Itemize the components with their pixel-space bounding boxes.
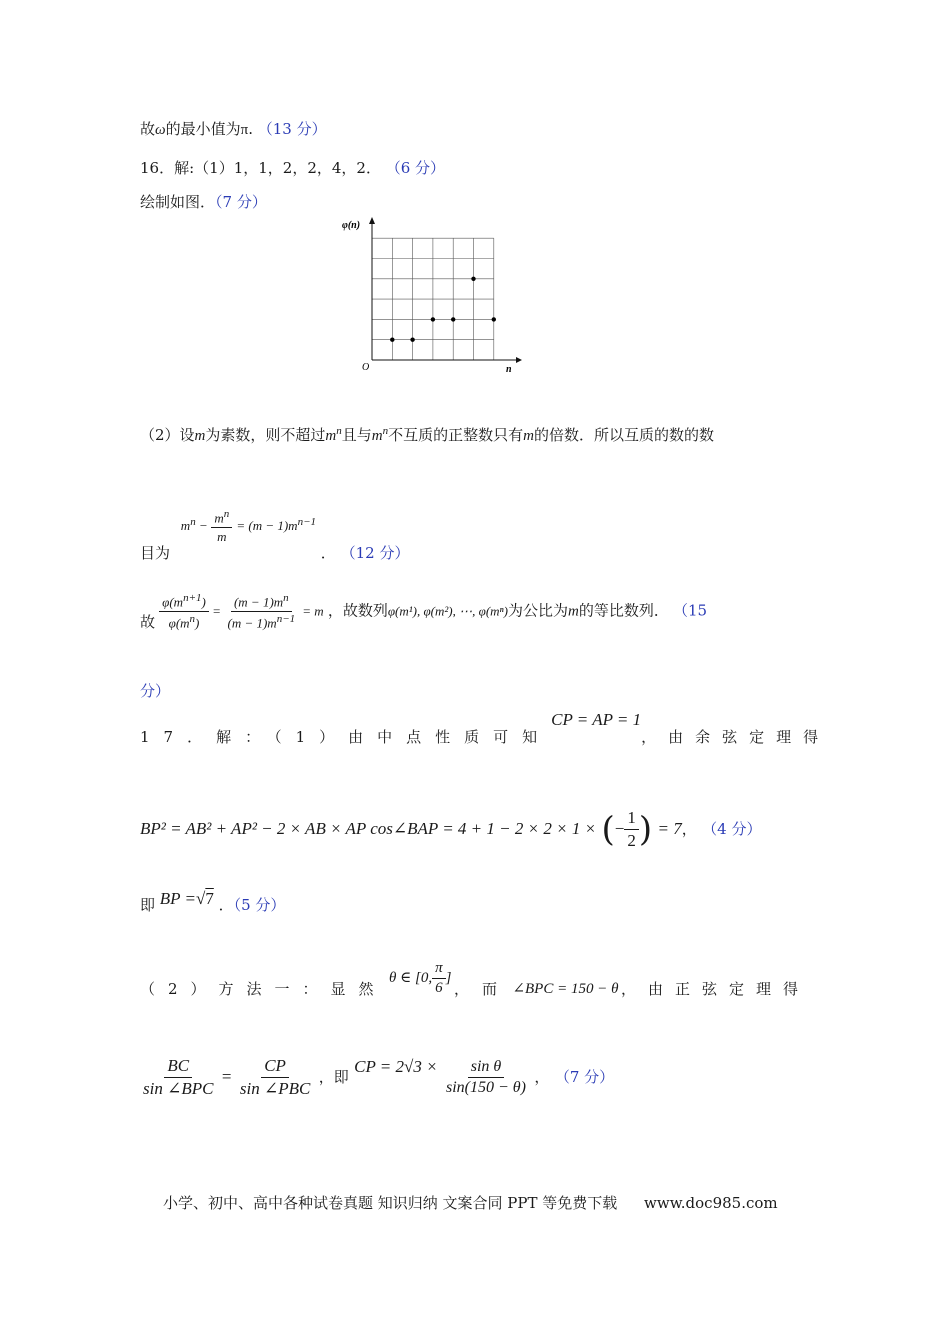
x-axis-label: n [506, 364, 512, 375]
method-one-line [140, 960, 810, 1007]
sequence: φ(m¹), φ(m²), ⋯, φ(mⁿ) [387, 603, 508, 619]
graph-points [390, 277, 496, 342]
sup-n: n [382, 425, 389, 437]
text: 即 [140, 896, 156, 914]
text: 且与 [341, 426, 372, 444]
text: 为素数，则不超过 [205, 426, 326, 444]
sup: n+1 [183, 592, 202, 604]
y-axis-arrow-icon [369, 217, 375, 224]
q16-part1 [140, 157, 445, 178]
graph-point [451, 317, 455, 321]
num: CP [261, 1056, 289, 1078]
text: 目为 [140, 544, 171, 563]
text: ， [534, 1068, 550, 1086]
graph-point [410, 338, 414, 342]
q16-draw [140, 191, 267, 212]
fraction [211, 508, 232, 545]
var-m: m [567, 603, 579, 620]
var-m: m [194, 428, 206, 444]
sqrt-value: 7 [205, 889, 214, 908]
graph-point [492, 317, 496, 321]
x-axis-arrow-icon [516, 357, 522, 363]
score-7: （7 分） [215, 193, 267, 211]
origin-label: O [362, 362, 370, 373]
cp-formula: CP = 2√3 × [354, 1057, 438, 1076]
result: = m [302, 603, 324, 619]
phi-num: φ(m [162, 594, 184, 610]
y-axis-label: φ(n) [342, 220, 361, 231]
paren: ) [195, 615, 200, 631]
text: 的等比数列． [578, 601, 669, 620]
score-15: （15 [672, 601, 708, 620]
den: sin(150 − θ) [446, 1079, 526, 1096]
den: sin ∠BPC [143, 1079, 214, 1098]
num: 1 [624, 808, 639, 830]
question-number: 16．解: [140, 159, 195, 177]
score-12: （12 分） [340, 544, 410, 563]
den: (m − 1)m [227, 615, 277, 631]
bp-formula: BP = [159, 889, 196, 908]
bp-line: 即 BP =√7 ．（5 分） [140, 889, 286, 914]
m-fraction [224, 592, 298, 632]
text: （2）设 [140, 426, 195, 444]
num: BC [164, 1056, 192, 1078]
equals: = [213, 603, 221, 619]
text: ，而 [453, 980, 510, 998]
footer-text: 小学、初中、高中各种试卷真题 知识归纳 文案合同 PPT 等免费下载 [163, 1194, 618, 1212]
cp-ap-formula: CP = AP = 1 [551, 710, 642, 729]
sup-n-1: n−1 [297, 515, 317, 528]
score-4: （4 分） [702, 820, 762, 838]
theta-range [389, 960, 451, 997]
rhs: = (m − 1)m [236, 518, 298, 534]
graph-point [431, 317, 435, 321]
sup: n [283, 592, 289, 604]
omega-symbol: ω [155, 122, 166, 138]
text: 的倍数．所以互质的数的数 [533, 426, 714, 444]
den: sin ∠PBC [239, 1079, 311, 1098]
text: 故 [140, 120, 156, 138]
pi-symbol: π [240, 122, 249, 138]
part2-formula-line [140, 508, 410, 563]
text: 的最小值为 [165, 120, 241, 138]
num: sin θ [468, 1058, 505, 1078]
text: . [248, 120, 253, 138]
score-7b: （7 分） [554, 1068, 615, 1086]
phi-fraction [159, 592, 209, 632]
ratio-line [140, 592, 707, 632]
half-fraction [624, 808, 639, 851]
bc-fraction [140, 1056, 216, 1099]
sup-n: n [223, 508, 230, 520]
q17-lead: 17．解：（1）由中点性质可知 [140, 728, 552, 746]
num: (m − 1)m [233, 594, 284, 610]
graph-grid [372, 238, 494, 360]
q17-line [140, 710, 831, 747]
theta-formula: θ ∈ [0, [389, 969, 433, 986]
phi-den: φ(m [168, 615, 190, 631]
pi: π [432, 960, 446, 979]
sin-fraction [443, 1058, 529, 1097]
sup: n−1 [276, 613, 296, 626]
footer [163, 1192, 778, 1213]
cosine-formula: BP² = AB² + AP² − 2 × AB × AP cos∠BAP = 4 + 1 − 2 × 2 × 1 × [140, 819, 597, 838]
var-m: m [325, 428, 337, 444]
text: ，即 [318, 1068, 349, 1086]
score-5: （5 分） [233, 896, 286, 914]
minus: − [199, 518, 208, 534]
cosine-line: BP² = AB² + AP² − 2 × AB × AP cos∠BAP = 4 + 1 − 2 × 2 × 1 × (− $\frac{1}{2}$ ) = 7， （4 分） [140, 808, 762, 850]
text: 不互质的正整数只有 [388, 426, 524, 444]
sup-n: n [190, 515, 196, 528]
text: ，由正弦定理得 [620, 980, 810, 998]
angle-formula: ∠BPC = 150 − θ [512, 981, 619, 997]
var-m: m [523, 428, 534, 444]
minus: − [614, 819, 625, 838]
var-m: m [217, 529, 227, 545]
sup-n: n [336, 425, 342, 437]
part2-line [140, 424, 714, 445]
graph-point [471, 277, 475, 281]
paren: ) [201, 594, 206, 610]
text: 为公比为 [507, 601, 568, 620]
text: ， [681, 820, 697, 838]
text: ，故数列 [327, 601, 388, 620]
six: 6 [435, 980, 443, 996]
text: ． [218, 896, 234, 914]
var-m: m [214, 510, 224, 526]
cosine-result: = 7 [657, 819, 682, 838]
den: 2 [627, 831, 636, 850]
var-m: m [371, 428, 383, 444]
score-13: （13 分） [257, 120, 327, 138]
sup: n [189, 613, 196, 626]
line-omega-min [140, 118, 327, 139]
count-formula [181, 508, 316, 545]
equals: = [221, 1067, 232, 1086]
cp-fraction [237, 1056, 313, 1099]
text: ． [320, 544, 336, 563]
var-m: m [180, 518, 191, 534]
draw-text: 绘制如图． [140, 193, 216, 211]
text: 故 [140, 613, 156, 632]
q17-tail: ，由余弦定理得 [641, 728, 831, 746]
sine-line [140, 1056, 614, 1099]
phi-graph [340, 212, 530, 380]
score-15-cont: 分） [140, 682, 171, 700]
bracket: ] [445, 969, 452, 986]
part1-answer: （1）1，1，2，2，4，2． [194, 159, 381, 177]
graph-point [390, 338, 394, 342]
method-lead: （2）方法一：显然 [140, 980, 387, 998]
footer-link[interactable]: www.doc985.com [644, 1194, 778, 1212]
score-6: （6 分） [385, 159, 446, 177]
